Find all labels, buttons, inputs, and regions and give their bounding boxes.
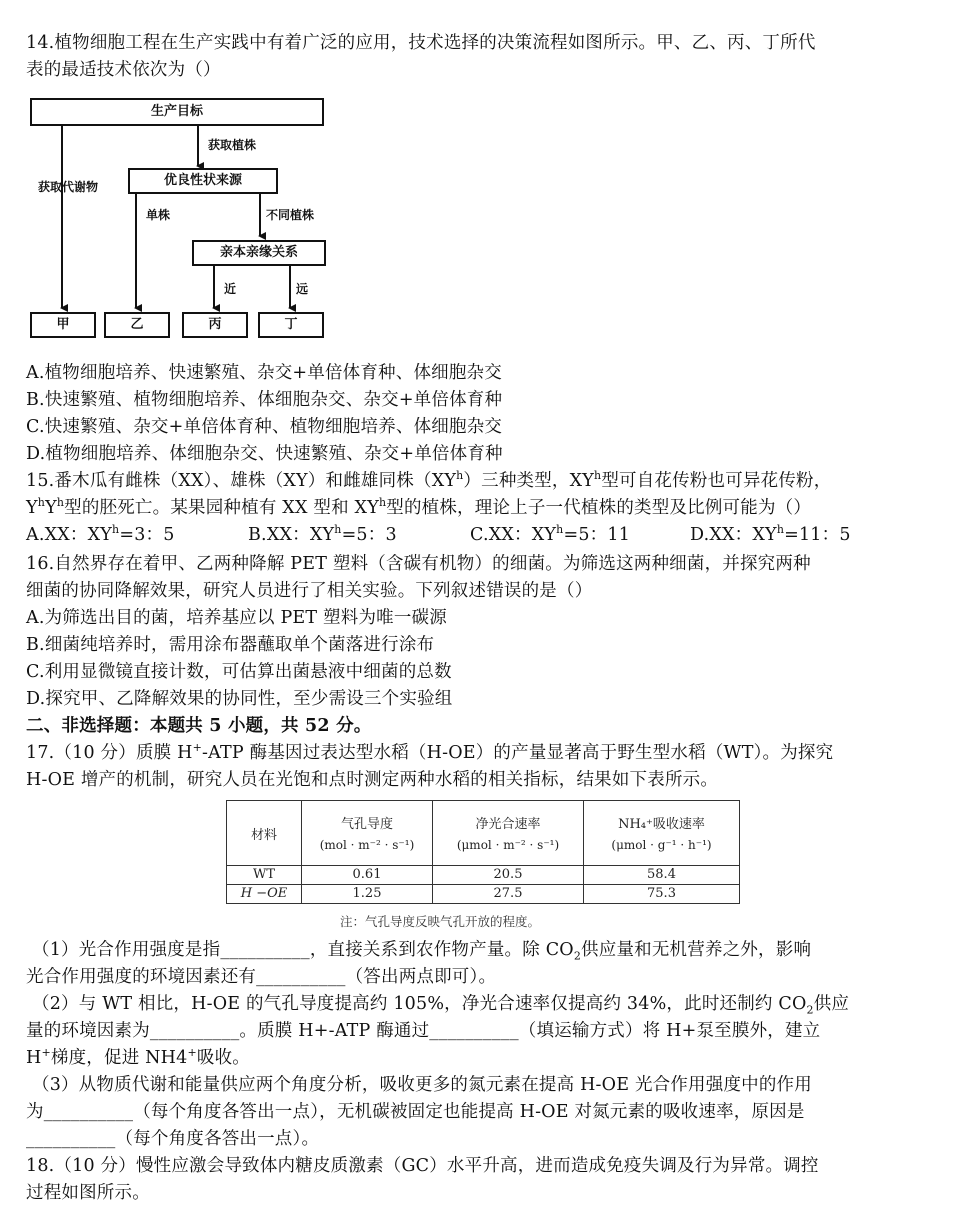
q16-option-b: B.细菌纯培养时，需用涂布器蘸取单个菌落进行涂布 xyxy=(26,635,435,655)
q18-stem-line1: 18.（10 分）慢性应激会导致体内糖皮质激素（GC）水平升高，进而造成免疫失调及行为异常。调控 xyxy=(26,1156,819,1176)
q15-option-d: D.XX：$XY^h=11$：5 xyxy=(690,523,851,545)
label-different-plants: 不同植株 xyxy=(266,208,315,222)
table-row xyxy=(227,885,740,904)
cell-stomata: 1.25 xyxy=(302,885,433,904)
q14-option-b: B.快速繁殖、植物细胞培养、体细胞杂交、杂交+单倍体育种 xyxy=(26,390,503,410)
q16-option-c: C.利用显微镜直接计数，可估算出菌悬液中细菌的总数 xyxy=(26,662,452,682)
cell-photo: 27.5 xyxy=(433,885,584,904)
th-nh4-uptake: NH₄⁺吸收速率 (μmol · g⁻¹ · h⁻¹) xyxy=(584,801,740,866)
label-get-metabolite: 获取代谢物 xyxy=(38,180,99,194)
label-get-plant: 获取植株 xyxy=(208,138,257,152)
th-stomatal-conductance: 气孔导度 (mol · m⁻² · s⁻¹) xyxy=(302,801,433,866)
box-parent-kinship: 亲本亲缘关系 xyxy=(192,240,326,266)
cell-material: WT xyxy=(227,866,302,885)
table-note: 注：气孔导度反映气孔开放的程度。 xyxy=(340,914,541,929)
label-far: 远 xyxy=(296,282,309,296)
q16-option-a: A.为筛选出目的菌，培养基应以 PET 塑料为唯一碳源 xyxy=(26,608,447,628)
q17-sub2-line2: 量的环境因素为__________。质膜 H+-ATP 酶通过__________（填运输方式）将 H+泵至膜外，建立 xyxy=(26,1021,821,1041)
q14-option-a: A.植物细胞培养、快速繁殖、杂交+单倍体育种、体细胞杂交 xyxy=(26,363,502,383)
q16-stem-line1: 16.自然界存在着甲、乙两种降解 PET 塑料（含碳有机物）的细菌。为筛选这两种细菌，并探究两种 xyxy=(26,554,811,574)
q17-sub1-line1: （1）光合作用强度是指__________，直接关系到农作物产量。除 $CO_2$供应量和无机营养之外，影响 xyxy=(32,940,812,963)
q14-option-d: D.植物细胞培养、体细胞杂交、快速繁殖、杂交+单倍体育种 xyxy=(26,444,503,464)
box-jia: 甲 xyxy=(30,312,96,338)
q14-stem-line1: 14.植物细胞工程在生产实践中有着广泛的应用，技术选择的决策流程如图所示。甲、乙、丙、丁所代 xyxy=(26,33,816,53)
cell-stomata: 0.61 xyxy=(302,866,433,885)
q15-option-b: B.XX：$XY^h=5$：3 xyxy=(248,523,397,545)
label-near: 近 xyxy=(224,282,237,296)
q17-sub2-line3: H+梯度，促进 NH4+吸收。 xyxy=(26,1046,250,1068)
table-row xyxy=(227,866,740,885)
q15-option-c: C.XX：$XY^h=5$：11 xyxy=(470,523,631,545)
results-table xyxy=(226,800,740,904)
th-material: 材料 xyxy=(227,801,302,866)
q17-sub1-line2: 光合作用强度的环境因素还有__________（答出两点即可）。 xyxy=(26,967,497,987)
q14-stem-line2: 表的最适技术依次为（） xyxy=(26,60,221,80)
cell-nh4: 75.3 xyxy=(584,885,740,904)
label-single-plant: 单株 xyxy=(146,208,171,222)
q15-stem-line1: 15.番木瓜有雌株（XX）、雄株（XY）和雌雄同株$(XY^h)$三种类型，$XY^h$型可自花传粉也可异花传粉， xyxy=(26,469,832,491)
q17-sub2-line1: （2）与 WT 相比，H-OE 的气孔导度提高约 105%，净光合速率仅提高约 34%，此时还制约 $CO_2$供应 xyxy=(32,994,850,1017)
cell-nh4: 58.4 xyxy=(584,866,740,885)
q17-sub3-line3: __________（每个角度各答出一点）。 xyxy=(26,1129,320,1149)
box-bing: 丙 xyxy=(182,312,248,338)
cell-photo: 20.5 xyxy=(433,866,584,885)
q17-stem-line2: H-OE 增产的机制，研究人员在光饱和点时测定两种水稻的相关指标，结果如下表所示。 xyxy=(26,770,719,790)
q18-stem-line2: 过程如图所示。 xyxy=(26,1183,150,1203)
decision-flowchart xyxy=(28,96,326,340)
box-ding: 丁 xyxy=(258,312,324,338)
q17-stem-line1: 17.（10 分）质膜 H+-ATP 酶基因过表达型水稻（H-OE）的产量显著高于野生型水稻（WT）。为探究 xyxy=(26,741,834,763)
q17-sub3-line2: 为__________（每个角度各答出一点），无机碳被固定也能提高 H-OE 对氮元素的吸收速率，原因是 xyxy=(26,1102,805,1122)
q14-option-c: C.快速繁殖、杂交+单倍体育种、植物细胞培养、体细胞杂交 xyxy=(26,417,503,437)
box-yi: 乙 xyxy=(104,312,170,338)
q15-stem-line2: $Y^hY^h$型的胚死亡。某果园种植有 XX 型和 $XY^h$型的植株，理论上子一代植株的类型及比例可能为（） xyxy=(26,496,812,518)
q16-stem-line2: 细菌的协同降解效果，研究人员进行了相关实验。下列叙述错误的是（） xyxy=(26,581,593,601)
cell-material: H −OE xyxy=(227,885,302,904)
q17-sub3-line1: （3）从物质代谢和能量供应两个角度分析，吸收更多的氮元素在提高 H-OE 光合作用强度中的作用 xyxy=(32,1075,812,1095)
th-net-photosynthesis: 净光合速率 (μmol · m⁻² · s⁻¹) xyxy=(433,801,584,866)
box-production-goal: 生产目标 xyxy=(30,98,324,126)
box-trait-source: 优良性状来源 xyxy=(128,168,278,194)
q16-option-d: D.探究甲、乙降解效果的协同性，至少需设三个实验组 xyxy=(26,689,453,709)
section-heading: 二、非选择题：本题共 5 小题，共 52 分。 xyxy=(26,716,372,736)
q15-option-a: A.XX：$XY^h=3$：5 xyxy=(26,523,175,545)
